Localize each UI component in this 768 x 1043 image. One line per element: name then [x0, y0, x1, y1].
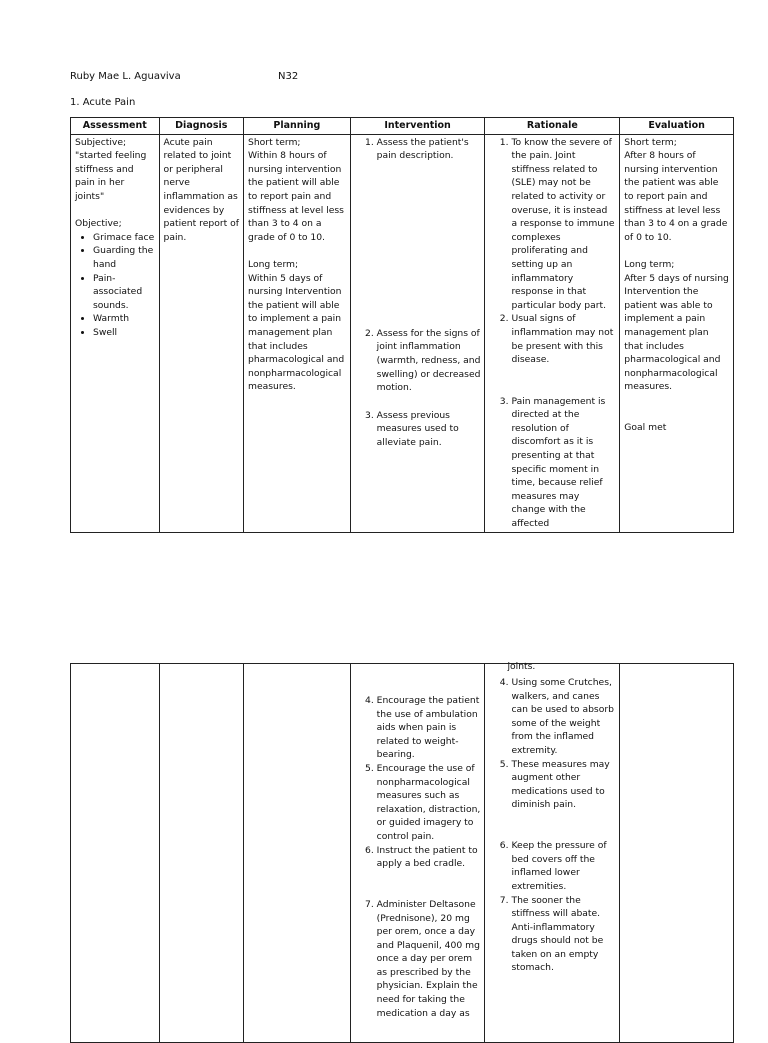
section-title: 1. Acute Pain — [70, 97, 136, 108]
list-item: • Warmth — [93, 312, 155, 326]
evaluation-long-text: After 5 days of nursing Intervention the patient was able to implement a pain management plan that includes pharmacological and nonpharmacological measures. — [624, 272, 729, 393]
header-diagnosis: Diagnosis — [159, 118, 244, 135]
objective-label: Objective; — [75, 218, 122, 230]
list-item: 7. The sooner the stiffness will abate. Anti-inflammatory drugs should not be taken on an empty stomach. — [511, 894, 615, 976]
list-item: 4. Using some Crutches, walkers, and canes can be used to absorb some of the weight from the inflamed extremity. — [511, 676, 615, 758]
header-assessment: Assessment — [71, 118, 160, 135]
care-plan-table-page-1 — [70, 117, 734, 533]
header-intervention: Intervention — [350, 118, 485, 135]
table-header-row — [71, 118, 734, 135]
evaluation-short-label: Short term; — [624, 136, 677, 148]
rationale-cell — [485, 134, 620, 532]
list-item: 7. Administer Deltasone (Prednisone), 20 mg per orem, once a day and Plaquenil, 400 mg once a day per orem as prescribed by the physician. Explain the need for taking the medication a day as — [377, 898, 481, 1020]
intervention-list — [355, 327, 481, 395]
class-code: N32 — [278, 71, 299, 82]
list-item: • Guarding the hand — [93, 244, 155, 271]
list-item: 4. Encourage the patient the use of ambulation aids when pain is related to weight-bearing. — [377, 694, 481, 762]
table-row — [71, 664, 734, 1043]
intervention-list — [355, 694, 481, 871]
intervention-list — [355, 409, 481, 450]
evaluation-short-text: After 8 hours of nursing intervention the patient was able to report pain and stiffness at level less than 3 to 4 on a grade of 0 to 10. — [624, 150, 728, 243]
list-item: • Swell — [93, 326, 155, 340]
list-item: 2. Assess for the signs of joint inflammation (warmth, redness, and swelling) or decreased motion. — [377, 327, 481, 395]
care-plan-table-page-2 — [70, 663, 734, 1043]
list-item: • Grimace face — [93, 231, 155, 245]
header-evaluation: Evaluation — [620, 118, 734, 135]
objective-list — [75, 231, 155, 340]
list-item: 6. Keep the pressure of bed covers off the inflamed lower extremities. — [511, 839, 615, 893]
planning-short-label: Short term; — [248, 136, 301, 148]
header-planning: Planning — [244, 118, 351, 135]
rationale-list — [489, 395, 615, 531]
planning-cell — [244, 134, 351, 532]
evaluation-long-label: Long term; — [624, 258, 675, 270]
diagnosis-text: Acute pain related to joint or peripheral nerve inflammation as evidences by patient report of pain. — [163, 136, 239, 243]
rationale-continuation: joints. — [507, 661, 536, 672]
assessment-cell — [71, 134, 160, 532]
list-item: 5. These measures may augment other medications used to diminish pain. — [511, 758, 615, 812]
evaluation-result: Goal met — [624, 422, 667, 434]
document-header — [70, 70, 299, 84]
planning-long-label: Long term; — [248, 258, 299, 270]
list-item: 3. Pain management is directed at the resolution of discomfort as it is presenting at that specific moment in time, because relief measures may change with the affected — [511, 395, 615, 531]
list-item: • Pain-associated sounds. — [93, 272, 155, 313]
assessment-cell-continued — [71, 664, 160, 1043]
list-item: 1. To know the severe of the pain. Joint stiffness related to (SLE) may not be related to activity or overuse, it is instead a response to immune complexes proliferating and setting up an inflammatory response in that particular body part. — [511, 136, 615, 313]
subjective-text: "started feeling stiffness and pain in her joints" — [75, 150, 147, 202]
list-item: 6. Instruct the patient to apply a bed cradle. — [377, 844, 481, 871]
list-item: 1. Assess the patient's pain description. — [377, 136, 481, 163]
rationale-list — [489, 839, 615, 975]
rationale-list — [489, 136, 615, 367]
rationale-list — [489, 676, 615, 812]
intervention-list — [355, 136, 481, 163]
table-row — [71, 134, 734, 532]
planning-cell-continued — [244, 664, 351, 1043]
rationale-cell-continued — [485, 661, 620, 1043]
list-item: 3. Assess previous measures used to alleviate pain. — [377, 409, 481, 450]
diagnosis-cell-continued — [159, 664, 244, 1043]
evaluation-cell — [620, 134, 734, 532]
list-item: 2. Usual signs of inflammation may not be present with this disease. — [511, 312, 615, 366]
planning-long-text: Within 5 days of nursing Intervention the patient will able to implement a pain management plan that includes pharmacological and nonpharmacological measures. — [248, 272, 345, 393]
subjective-label: Subjective; — [75, 136, 127, 148]
student-name: Ruby Mae L. Aguaviva — [70, 71, 181, 82]
planning-short-text: Within 8 hours of nursing intervention the patient will able to report pain and stiffness at level less than 3 to 4 on a grade of 0 to 10. — [248, 150, 344, 243]
intervention-list — [355, 898, 481, 1020]
diagnosis-cell — [159, 134, 244, 532]
intervention-cell — [350, 134, 485, 532]
list-item: 5. Encourage the use of nonpharmacological measures such as relaxation, distraction, or guided imagery to control pain. — [377, 762, 481, 844]
evaluation-cell-continued — [620, 664, 734, 1043]
intervention-cell-continued — [350, 664, 485, 1043]
header-rationale: Rationale — [485, 118, 620, 135]
